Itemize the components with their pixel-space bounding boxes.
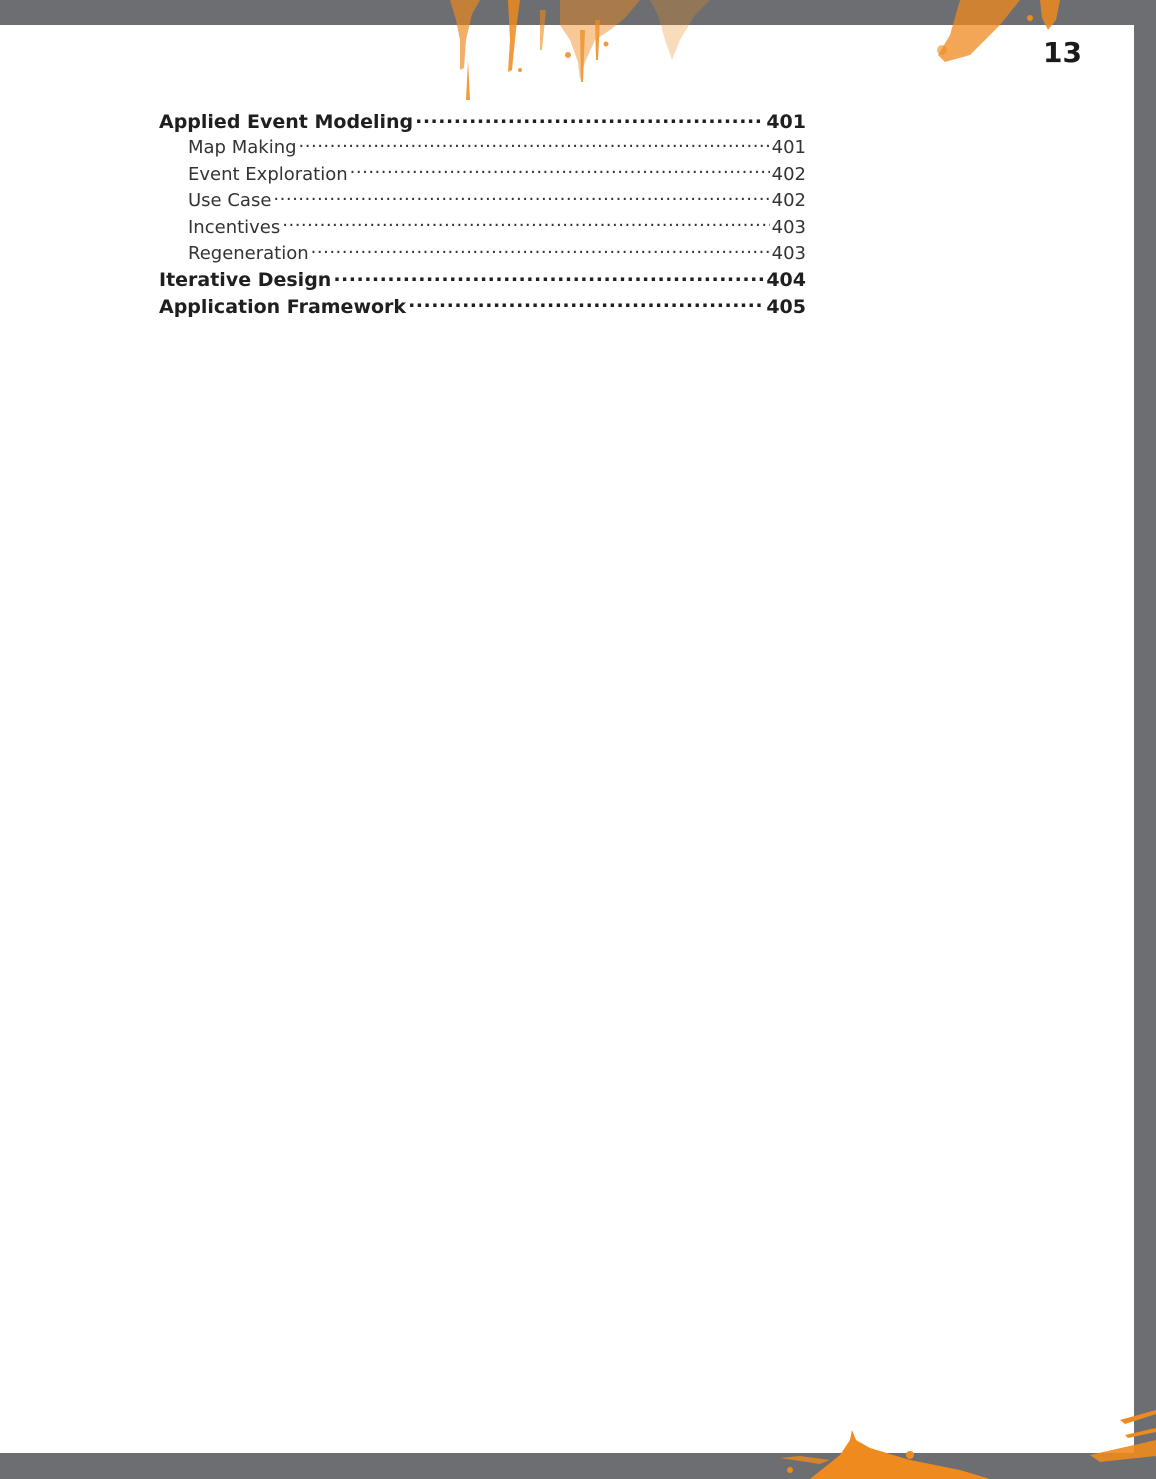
toc-entry[interactable] — [159, 135, 806, 161]
toc-entry[interactable] — [159, 215, 806, 241]
toc-entry[interactable] — [159, 294, 806, 320]
toc-entry-title: Incentives — [188, 216, 281, 238]
toc-entry-title: Iterative Design — [159, 269, 332, 292]
table-of-contents — [159, 109, 806, 320]
toc-entry[interactable] — [159, 241, 806, 267]
toc-entry-page: 401 — [771, 137, 806, 159]
page-number: 13 — [1043, 36, 1082, 69]
toc-entry-title: Applied Event Modeling — [159, 111, 414, 133]
toc-entry-page: 404 — [766, 269, 806, 292]
toc-entry-page: 402 — [771, 163, 806, 185]
toc-dot-leader — [415, 109, 764, 128]
page-frame-bottom — [0, 1453, 1156, 1479]
toc-entry-page: 402 — [771, 190, 806, 212]
toc-entry-page: 405 — [766, 295, 806, 318]
toc-dot-leader — [350, 162, 770, 180]
toc-entry[interactable] — [159, 188, 806, 214]
toc-entry[interactable] — [159, 109, 806, 135]
page-frame-right — [1134, 0, 1156, 1479]
toc-entry-page: 403 — [771, 242, 806, 264]
toc-entry-title: Event Exploration — [188, 163, 348, 185]
toc-entry-page: 403 — [771, 216, 806, 238]
toc-entry[interactable] — [159, 162, 806, 188]
toc-dot-leader — [282, 215, 769, 233]
toc-dot-leader — [299, 135, 770, 153]
toc-entry-title: Use Case — [188, 190, 272, 212]
toc-entry-title: Map Making — [188, 137, 297, 159]
toc-entry-title: Application Framework — [159, 295, 407, 318]
page-frame-top — [0, 0, 1156, 25]
toc-dot-leader — [333, 267, 764, 286]
toc-entry-page: 401 — [766, 111, 806, 133]
toc-dot-leader — [273, 188, 769, 206]
toc-entry[interactable] — [159, 267, 806, 293]
toc-dot-leader — [408, 294, 764, 313]
toc-entry-title: Regeneration — [188, 242, 309, 264]
toc-dot-leader — [311, 241, 770, 259]
